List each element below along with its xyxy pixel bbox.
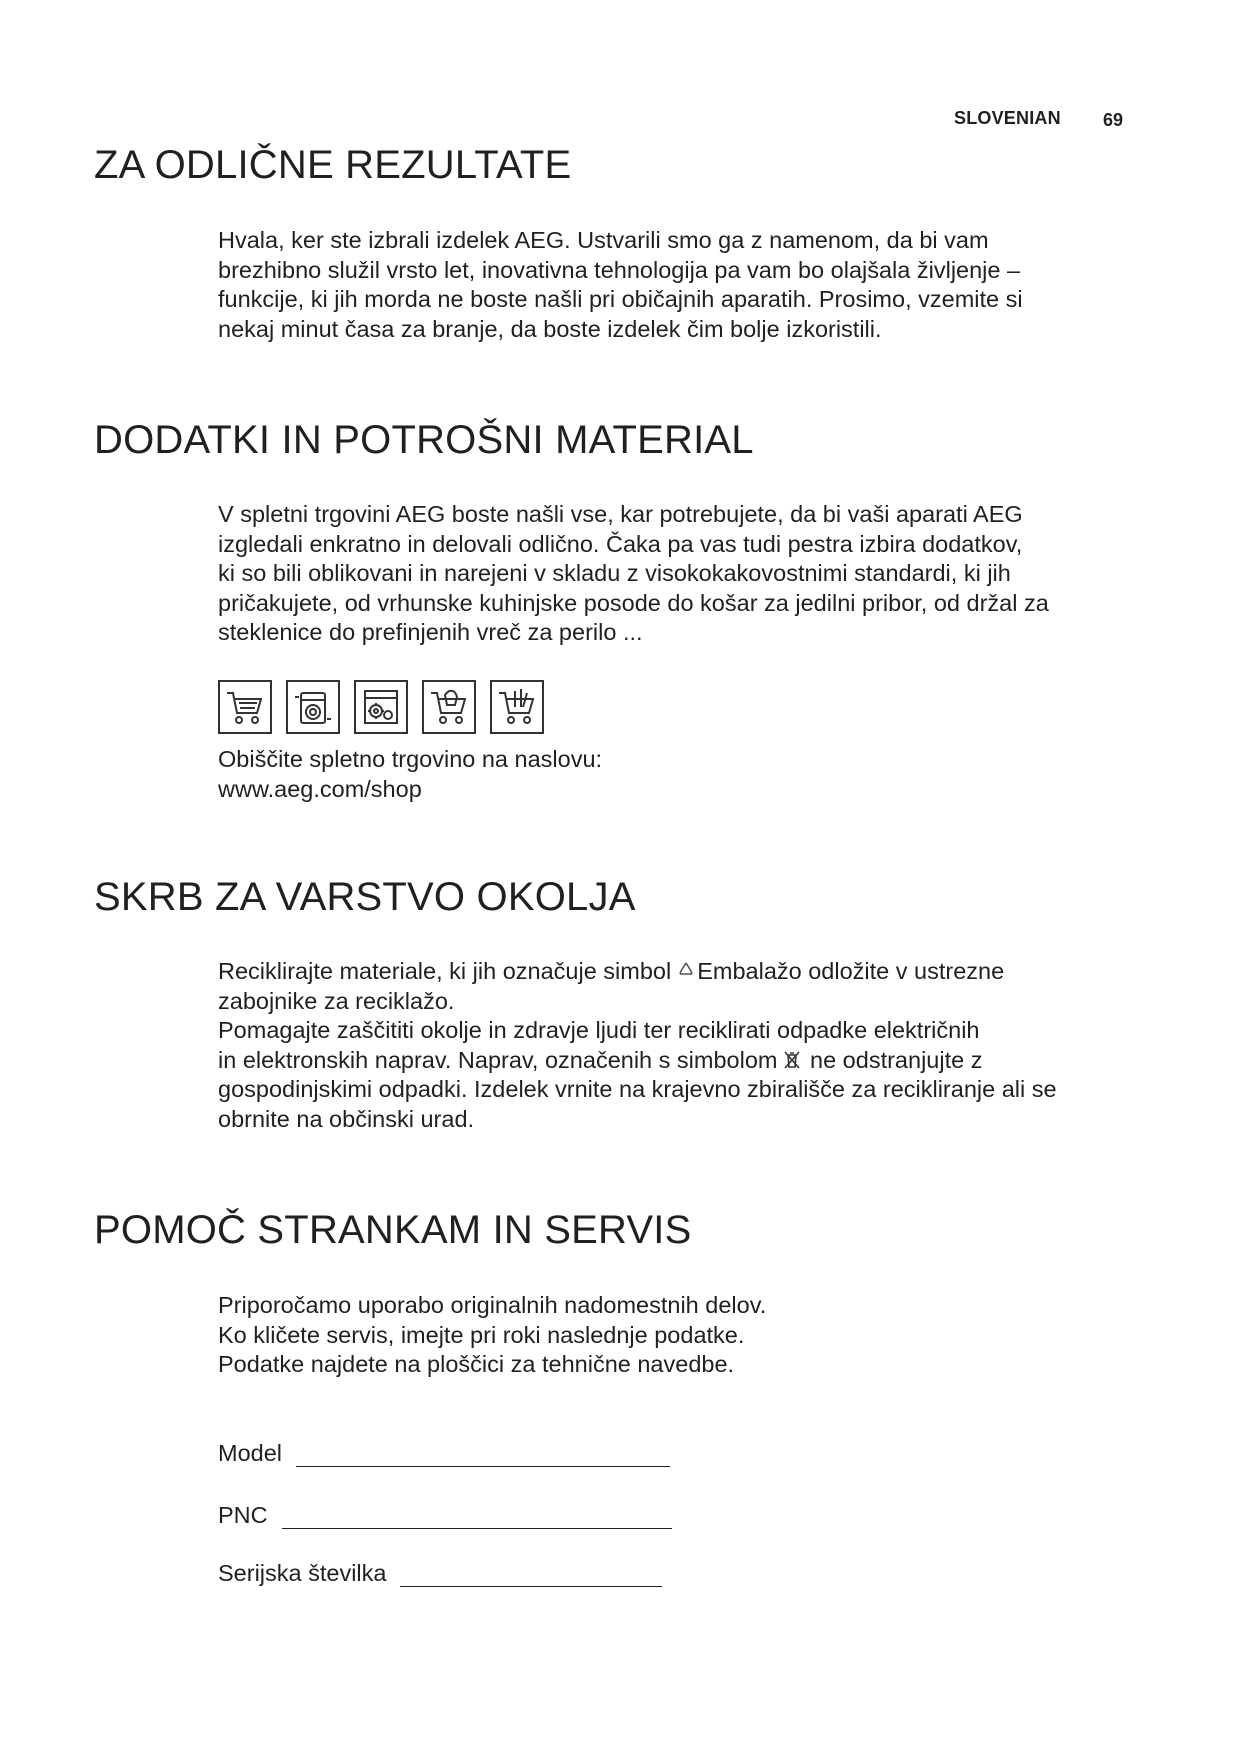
- crossed-bin-icon: [783, 1050, 801, 1070]
- shop-icons: [218, 680, 544, 734]
- recycle-icon: [677, 961, 695, 981]
- header-language: SLOVENIAN: [954, 108, 1061, 128]
- section-title-accessories: DODATKI IN POTROŠNI MATERIAL: [94, 418, 754, 462]
- section-title-environment: SKRB ZA VARSTVO OKOLJA: [94, 875, 636, 919]
- text-fragment: Reciklirajte materiale, ki jih označuje simbol: [218, 958, 672, 984]
- text-line: Hvala, ker ste izbrali izdelek AEG. Ustvarili smo ga z namenom, da bi vam: [218, 227, 989, 253]
- cart-with-bag-icon: [422, 680, 476, 734]
- text-line: zabojnike za reciklažo.: [218, 987, 455, 1014]
- pnc-field[interactable]: [218, 1502, 672, 1529]
- text-line: Podatke najdete na ploščici za tehnične navedbe.: [218, 1351, 735, 1377]
- shop-visit-text: [218, 745, 1148, 804]
- accessories-paragraph: [218, 500, 1148, 648]
- serial-label: Serijska številka: [218, 1560, 387, 1586]
- text-line: pričakujete, od vrhunske kuhinjske posode do košar za jedilni pribor, od držal za: [218, 589, 1049, 616]
- text-line: V spletni trgovini AEG boste našli vse, kar potrebujete, da bi vaši aparati AEG: [218, 501, 1023, 527]
- text-line: [218, 1046, 1148, 1076]
- text-fragment: ne odstranjujte z: [803, 1046, 983, 1073]
- text-line: brezhibno služil vrsto let, inovativna tehnologija pa vam bo olajšala življenje –: [218, 256, 1021, 283]
- service-paragraph: [218, 1291, 1148, 1380]
- pnc-label: PNC: [218, 1502, 268, 1528]
- section-title-service: POMOČ STRANKAM IN SERVIS: [94, 1208, 692, 1252]
- section-title-results: ZA ODLIČNE REZULTATE: [94, 143, 572, 187]
- environment-paragraph: [218, 957, 1148, 1134]
- text-line: Pomagajte zaščititi okolje in zdravje ljudi ter reciklirati odpadke električnih: [218, 1017, 980, 1043]
- serial-field[interactable]: [218, 1560, 662, 1587]
- text-line: [218, 957, 1148, 987]
- model-field[interactable]: [218, 1440, 670, 1467]
- text-line: funkcije, ki jih morda ne boste našli pri običajnih aparatih. Prosimo, vzemite si: [218, 286, 1023, 312]
- text-line: izgledali enkratno in delovali odlično. Čaka pa vas tudi pestra izbira dodatkov,: [218, 530, 1023, 557]
- text-line: Obiščite spletno trgovino na naslovu:: [218, 746, 603, 772]
- text-fragment: Embalažo odložite v ustrezne: [697, 958, 1005, 984]
- text-line: nekaj minut časa za branje, da boste izdelek čim bolje izkoristili.: [218, 315, 882, 342]
- text-line: steklenice do prefinjenih vreč za perilo ...: [218, 619, 643, 645]
- page-number: 69: [1103, 110, 1124, 130]
- pnc-blank[interactable]: [282, 1506, 672, 1529]
- text-line: ki so bili oblikovani in narejeni v skladu z visokokakovostnimi standardi, ki jih: [218, 560, 1011, 586]
- model-blank[interactable]: [296, 1444, 670, 1467]
- serial-blank[interactable]: [400, 1564, 662, 1587]
- model-label: Model: [218, 1440, 283, 1466]
- results-paragraph: [218, 226, 1148, 344]
- text-line: Priporočamo uporabo originalnih nadomestnih delov.: [218, 1292, 767, 1318]
- shopping-cart-icon: [218, 680, 272, 734]
- appliance-settings-icon: [354, 680, 408, 734]
- washing-machine-cart-icon: [286, 680, 340, 734]
- text-fragment: in elektronskih naprav. Naprav, označenih s simbolom: [218, 1046, 778, 1073]
- text-line: Ko kličete servis, imejte pri roki naslednje podatke.: [218, 1321, 745, 1348]
- text-line: gospodinjskimi odpadki. Izdelek vrnite na krajevno zbirališče za recikliranje ali se: [218, 1076, 1057, 1102]
- text-line: obrnite na občinski urad.: [218, 1105, 475, 1132]
- shop-link[interactable]: www.aeg.com/shop: [218, 775, 422, 802]
- cart-with-utensils-icon: [490, 680, 544, 734]
